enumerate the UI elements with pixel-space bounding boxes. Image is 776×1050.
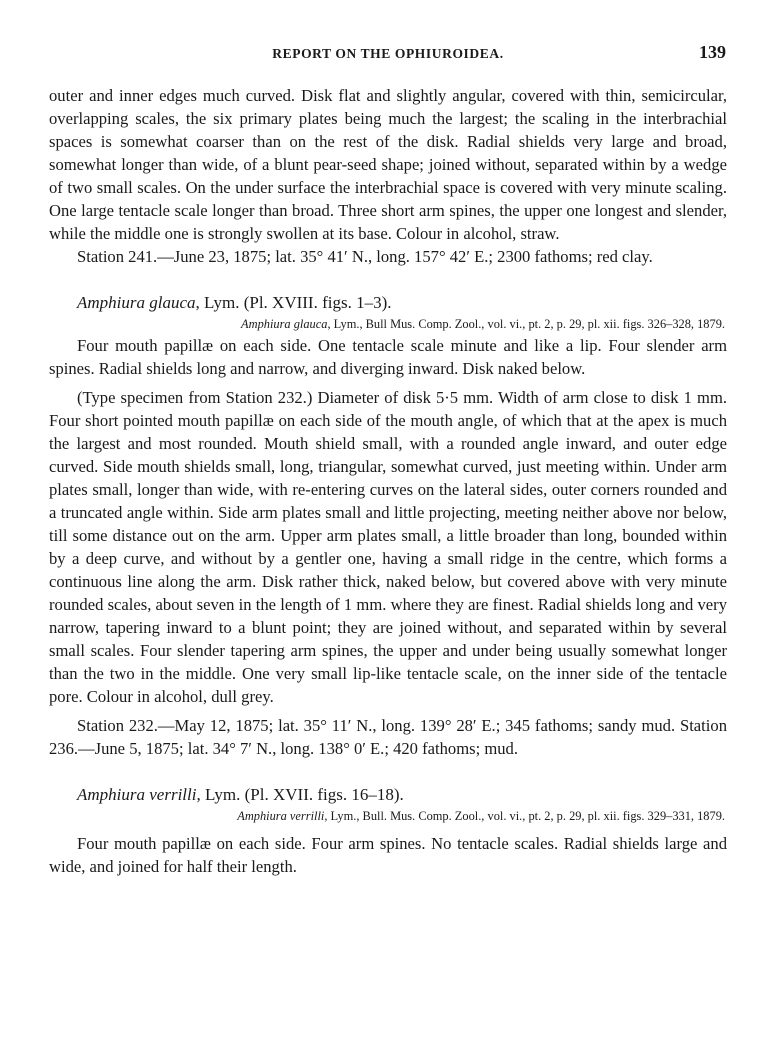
citation-reference: , Lym., Bull. Mus. Comp. Zool., vol. vi., pt. 2, p. 29, pl. xii. figs. 329–331, 1879.: [324, 809, 725, 823]
species-name: Amphiura glauca: [77, 293, 196, 312]
species-citation-verrilli: [49, 807, 727, 826]
species-name: Amphiura verrilli: [77, 785, 197, 804]
station-record: Station 232.—May 12, 1875; lat. 35° 11′ N., long. 139° 28′ E.; 345 fathoms; sandy mud. Station 236.—June 5, 1875; lat. 34° 7′ N., long. 138° 0′ E.; 420 fathoms; mud.: [49, 716, 727, 758]
continued-description: outer and inner edges much curved. Disk flat and slightly angular, covered with thin, semicircular, overlapping scales, the six primary plates being much the largest; the scaling in the interbrachial spaces is somewhat coarser than on the rest of the disk. Radial shields very large and broad, somewhat longer than wide, of a blunt pear-seed shape; joined without, separated within by a wedge of two small scales. On the under surface the interbrachial space is covered with very minute scaling. One large tentacle scale longer than broad. Three short arm spines, the upper one longest and slender, while the middle one is strongly swollen at its base. Colour in alcohol, straw.: [49, 86, 727, 243]
species-citation-glauca: [49, 315, 727, 334]
citation-reference: , Lym., Bull Mus. Comp. Zool., vol. vi., pt. 2, p. 29, pl. xii. figs. 326–328, 1879.: [327, 317, 725, 331]
species-heading-glauca: [49, 291, 727, 315]
citation-species-name: Amphiura glauca: [241, 317, 328, 331]
species-heading-verrilli: [49, 783, 727, 807]
page-number: 139: [699, 42, 726, 62]
station-record: Station 241.—June 23, 1875; lat. 35° 41′ N., long. 157° 42′ E.; 2300 fathoms; red clay.: [77, 247, 653, 266]
page-body: [49, 84, 727, 878]
species-summary: Four mouth papillæ on each side. One tentacle scale minute and like a lip. Four slender arm spines. Radial shields long and narrow, and diverging inward. Disk naked below.: [49, 336, 727, 378]
species-plate-reference: , Lym. (Pl. XVII. figs. 16–18).: [196, 785, 404, 804]
page-header: [50, 42, 726, 66]
species-plate-reference: , Lym. (Pl. XVIII. figs. 1–3).: [195, 293, 392, 312]
species-summary: Four mouth papillæ on each side. Four arm spines. No tentacle scales. Radial shields large and wide, and joined for half their length.: [49, 834, 727, 876]
citation-species-name: Amphiura verrilli: [237, 809, 325, 823]
running-title: REPORT ON THE OPHIUROIDEA.: [272, 46, 504, 61]
species-description: (Type specimen from Station 232.) Diameter of disk 5·5 mm. Width of arm close to disk 1 mm. Four short pointed mouth papillæ on each side of the mouth angle, of which that at the apex is much the largest and most rounded. Mouth shield small, with a rounded angle inward, and outer edge curved. Side mouth shields small, long, triangular, somewhat curved, just meeting within. Under arm plates small, longer than wide, with re-entering curves on the lateral sides, outer corners rounded and a truncated angle within. Side arm plates small and little projecting, meeting neither above nor below, till some distance out on the arm. Upper arm plates small, a little broader than long, bounded within by a deep curve, and without by a gentler one, having a small ridge in the centre, which forms a continuous line along the arm. Disk rather thick, naked below, but covered above with very minute rounded scales, about seven in the length of 1 mm. where they are finest. Radial shields long and very narrow, tapering inward to a blunt point; they are joined without, and separated within by several small scales. Four slender tapering arm spines, the upper and under being usually somewhat longer than the two in the middle. One very small lip-like tentacle scale, on the inner side of the tentacle pore. Colour in alcohol, dull grey.: [49, 388, 727, 706]
